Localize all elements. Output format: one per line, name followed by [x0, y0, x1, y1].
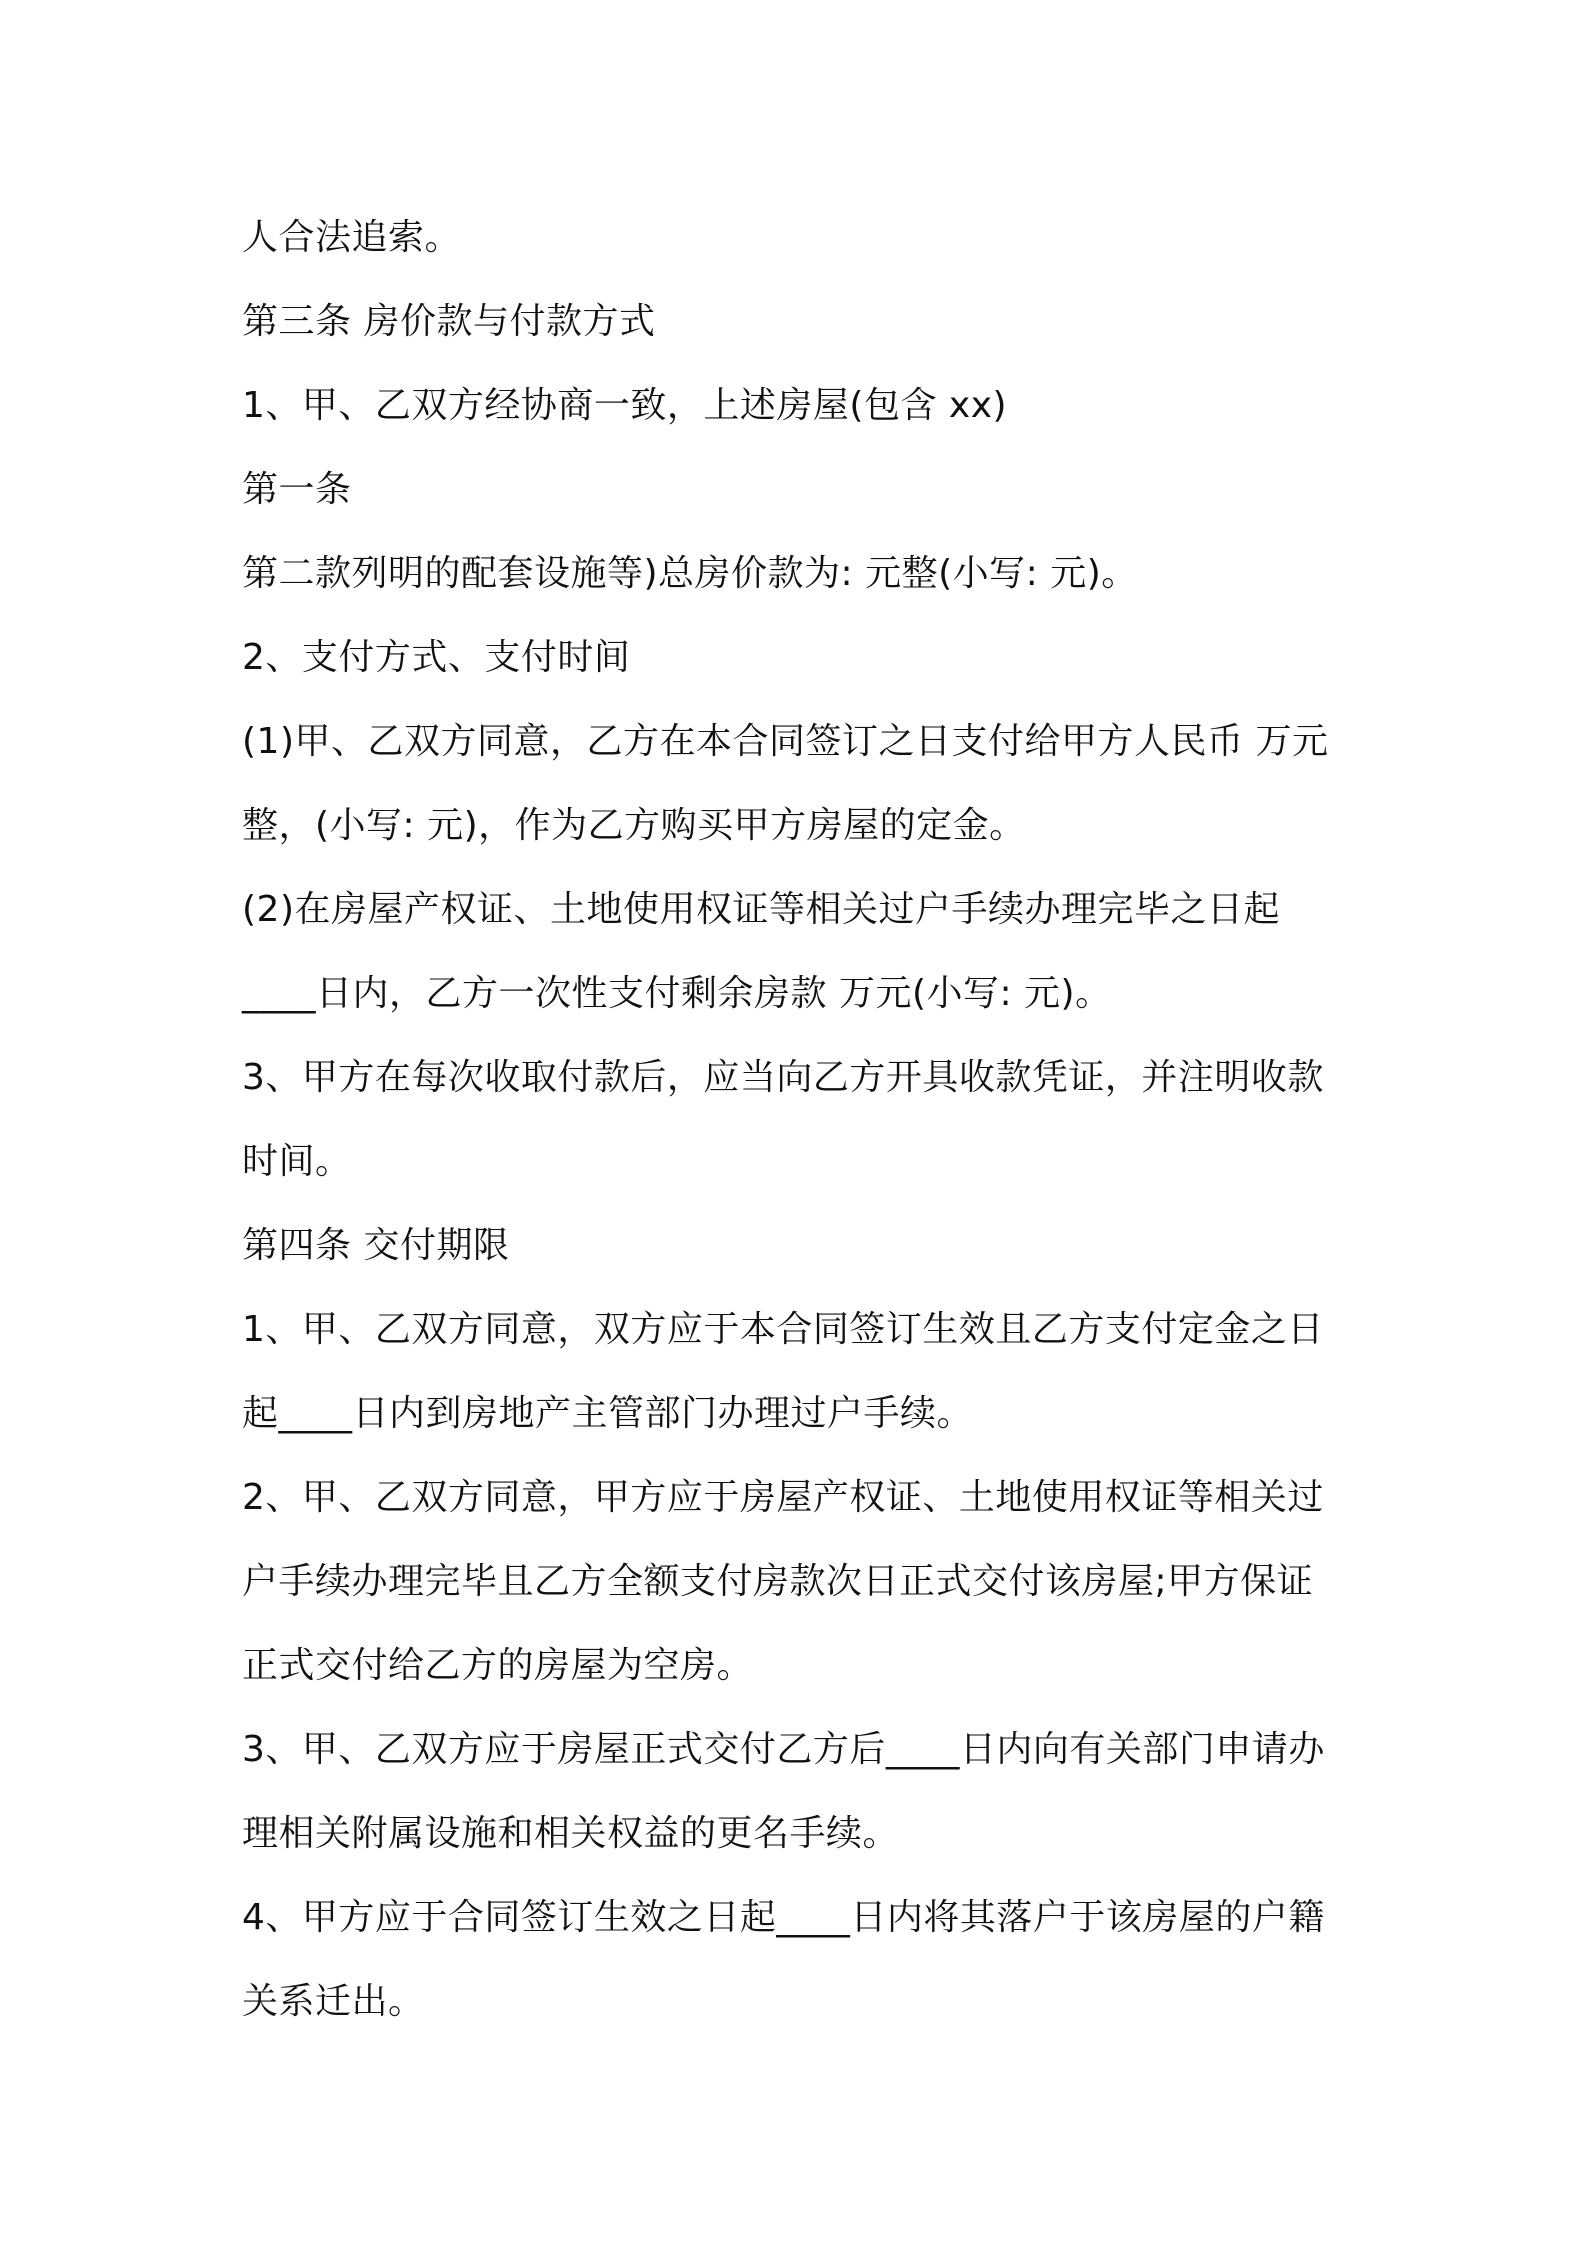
text-line: 正式交付给乙方的房屋为空房。 — [242, 1645, 754, 1686]
text-line: 4、甲方应于合同签订生效之日起____日内将其落户于该房屋的户籍 — [242, 1897, 1325, 1938]
text-line: 关系迁出。 — [242, 1981, 425, 2022]
section-heading: 第四条 交付期限 — [242, 1225, 510, 1266]
text-line: 第二款列明的配套设施等)总房价款为: 元整(小写: 元)。 — [242, 553, 1138, 594]
text-line: 1、甲、乙双方同意，双方应于本合同签订生效且乙方支付定金之日 — [242, 1309, 1324, 1350]
text-line: 时间。 — [242, 1141, 352, 1182]
text-line: 整，(小写: 元)，作为乙方购买甲方房屋的定金。 — [242, 805, 1026, 846]
section-heading: 第三条 房价款与付款方式 — [242, 301, 656, 342]
text-line: 理相关附属设施和相关权益的更名手续。 — [242, 1813, 900, 1854]
text-line: 2、支付方式、支付时间 — [242, 637, 631, 678]
document-body — [242, 196, 1357, 2044]
text-line: (1)甲、乙双方同意，乙方在本合同签订之日支付给甲方人民币 万元 — [242, 721, 1329, 762]
text-line: 户手续办理完毕且乙方全额支付房款次日正式交付该房屋;甲方保证 — [242, 1561, 1314, 1602]
text-line: 3、甲方在每次收取付款后，应当向乙方开具收款凭证，并注明收款 — [242, 1057, 1324, 1098]
text-line: 2、甲、乙双方同意，甲方应于房屋产权证、土地使用权证等相关过 — [242, 1477, 1324, 1518]
text-line: 人合法追索。 — [242, 217, 462, 258]
text-line: 3、甲、乙双方应于房屋正式交付乙方后____日内向有关部门申请办 — [242, 1729, 1325, 1770]
text-line: ____日内，乙方一次性支付剩余房款 万元(小写: 元)。 — [242, 973, 1112, 1014]
text-line: (2)在房屋产权证、土地使用权证等相关过户手续办理完毕之日起 — [242, 889, 1280, 930]
text-line: 第一条 — [242, 469, 352, 510]
text-line: 1、甲、乙双方经协商一致，上述房屋(包含 xx) — [242, 385, 1008, 426]
text-line: 起____日内到房地产主管部门办理过户手续。 — [242, 1393, 974, 1434]
